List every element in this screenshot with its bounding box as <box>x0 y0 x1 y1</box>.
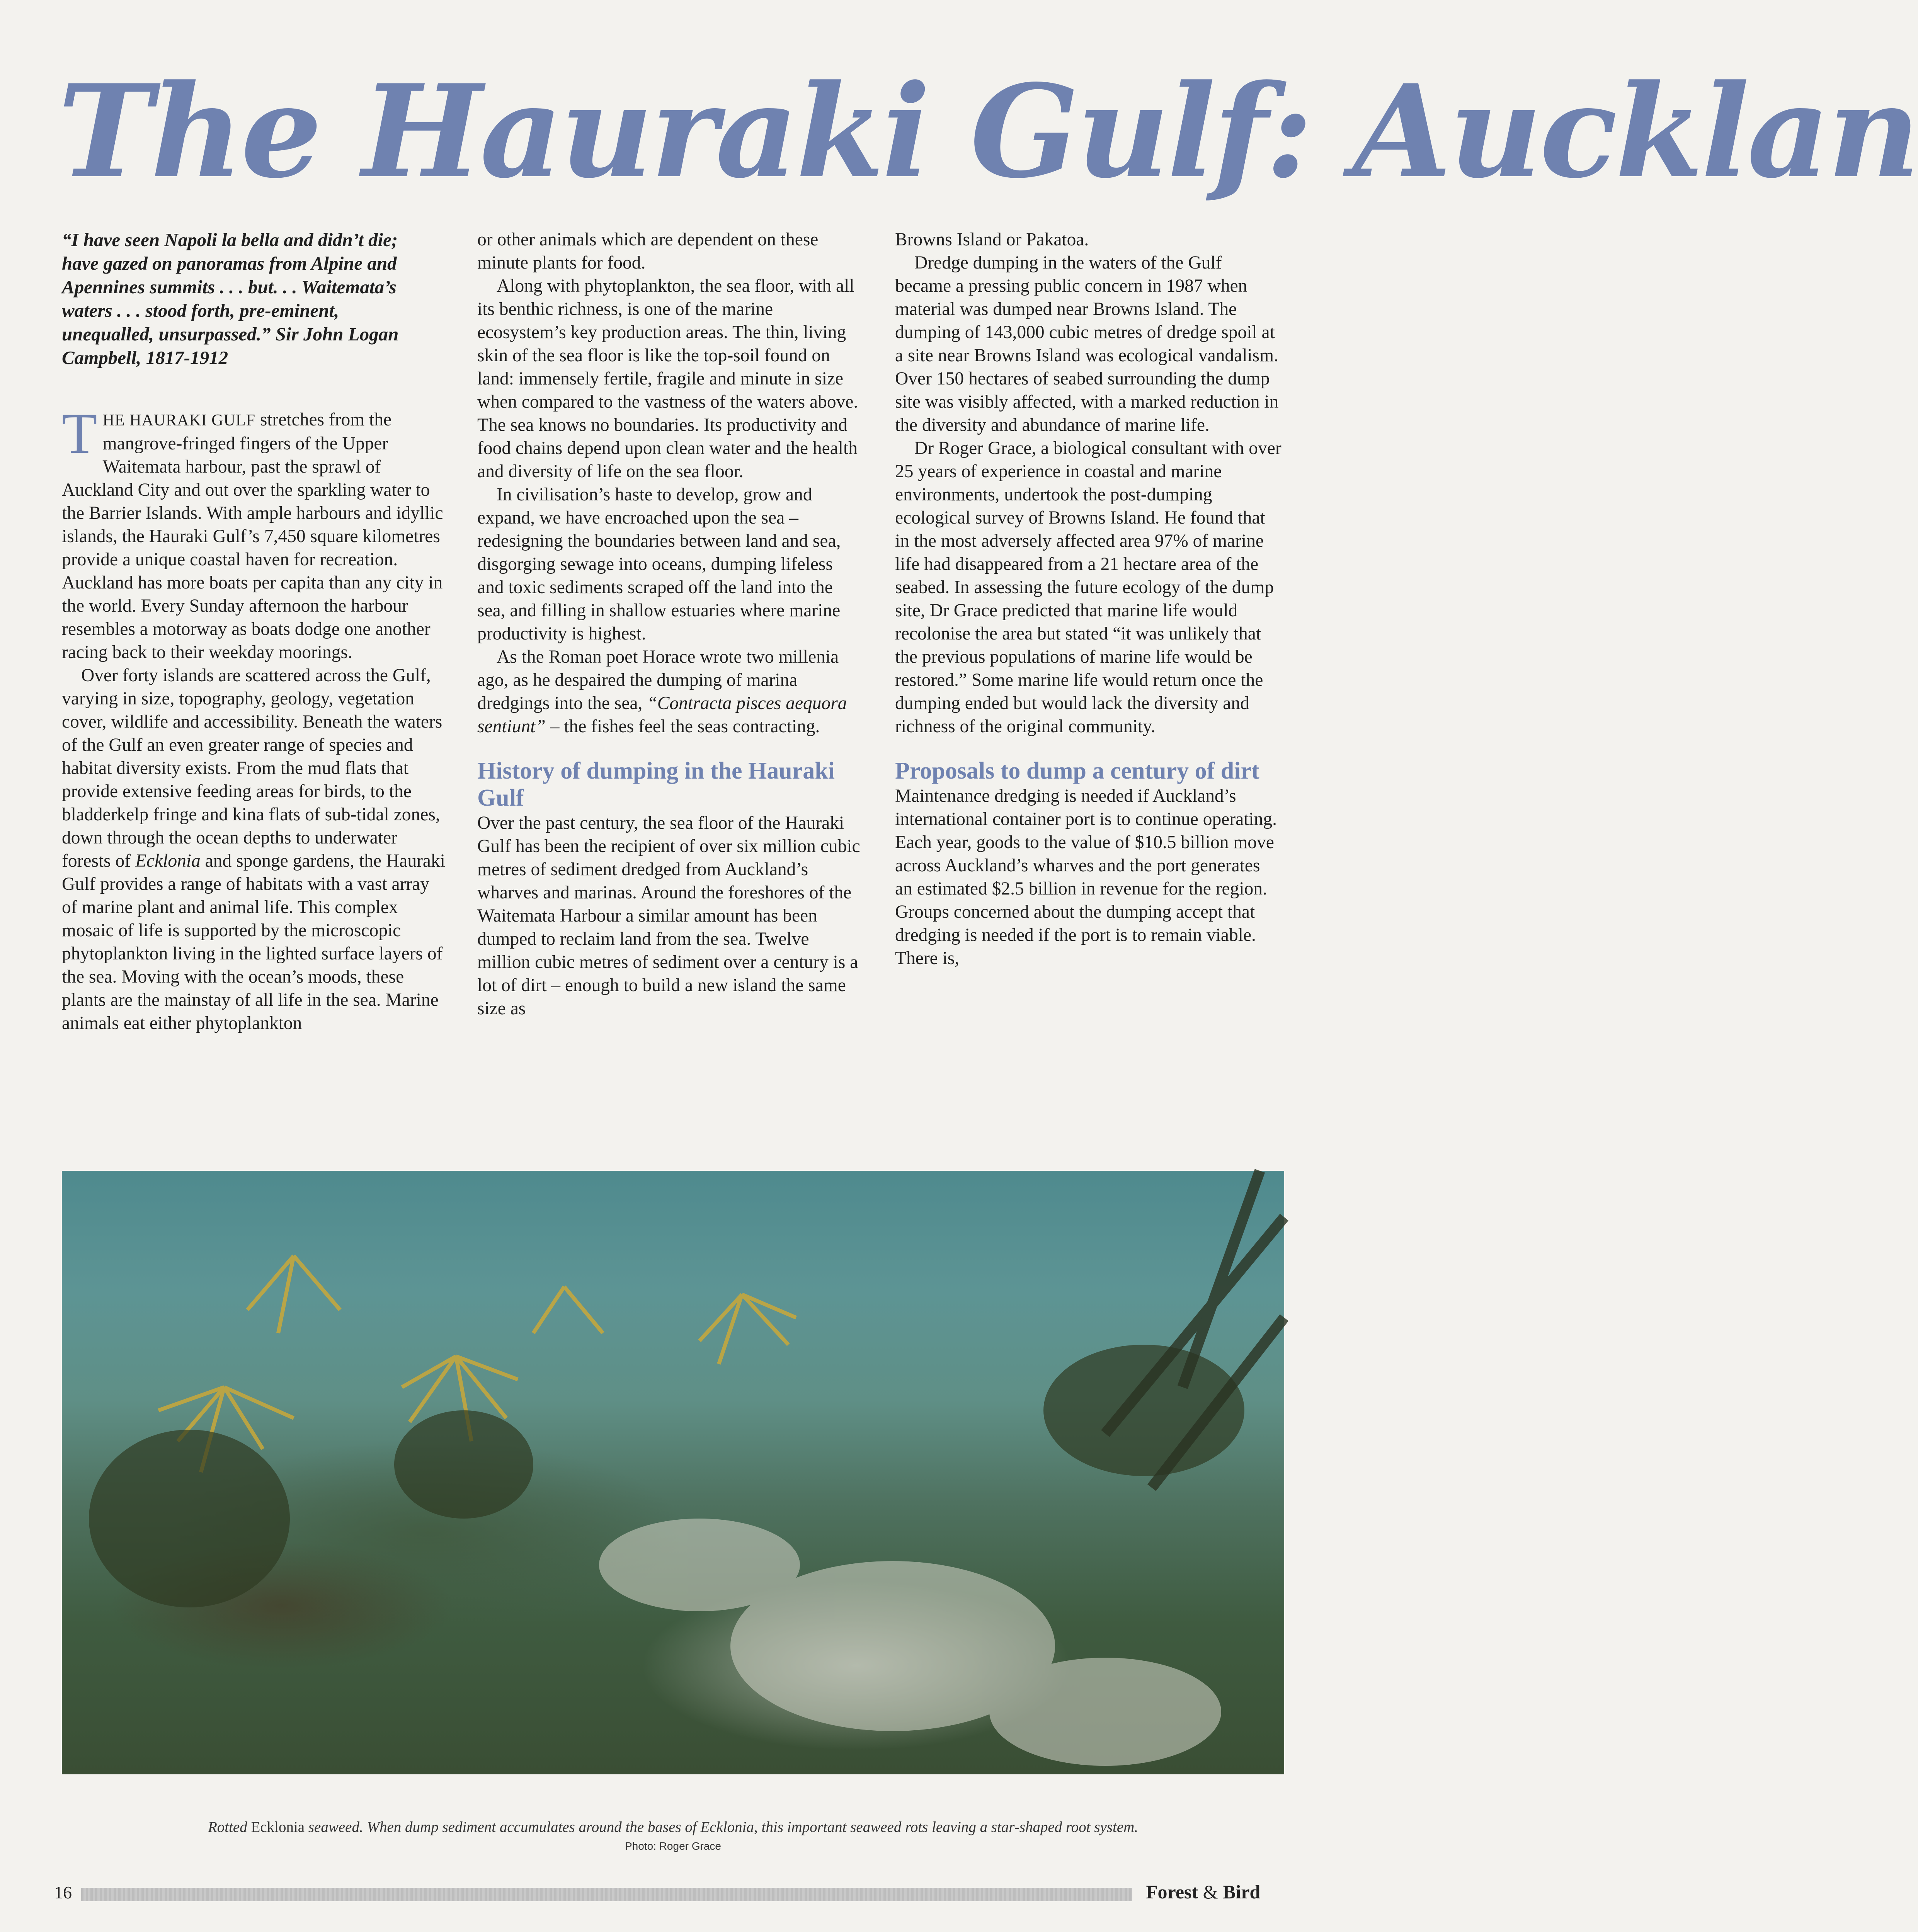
footer-rule <box>81 1888 1132 1901</box>
body-paragraph: Maintenance dredging is needed if Auckland’s international container port is to continue operating. Each year, goods to the value of $10.5 billion move across Auckland’s wharves and the port generates an estimated $2.5 billion in revenue for the region. Groups concerned about the dumping accept that dredging is needed if the port is to remain viable. There is, <box>895 786 1277 968</box>
drop-cap: T <box>62 401 97 466</box>
epigraph-quote: “I have seen Napoli la bella and didn’t die; have gazed on panoramas from Alpine and Apennines summits . . . but. . . Waitemata’s waters . . . stood forth, pre-eminent, unequalled, unsurpassed.” Sir John Logan Campbell, 1817-1912 <box>62 229 399 368</box>
body-text: – the fishes feel the seas contracting. <box>545 716 820 736</box>
intro-text: stretches from the mangrove-fringed fingers of the Upper Waitemata harbour, past the sprawl of Auckland City and out over the sparkling water to the Barrier Islands. With ample harbours and idyllic islands, the Hauraki Gulf’s 7,450 square kilometres provide a unique coastal haven for recreation. Auckland has more boats per capita than any city in the world. Every Sunday afternoon the harbour resembles a motorway as boats dodge one another racing back to their weekday moorings. <box>62 410 443 662</box>
column-1 <box>62 228 448 1035</box>
caption-text: Rotted <box>208 1819 251 1835</box>
body-paragraph: Browns Island or Pakatoa. <box>895 230 1089 250</box>
body-paragraph <box>62 664 448 1035</box>
magazine-name <box>1146 1880 1260 1903</box>
photo-caption <box>62 1818 1284 1837</box>
latin-quote: “Contracta pisces aequora sentiunt” <box>477 693 847 736</box>
body-paragraph <box>477 645 864 738</box>
body-text: Over forty islands are scattered across the Gulf, varying in size, topography, geology, vegetation cover, wildlife and accessibility. Beneath the waters of the Gulf an even greater range of species and habitat diversity exists. From the mud flats that provide extensive feeding areas for birds, to the bladderkelp fringe and kina flats of sub-tidal zones, down through the ocean depths to underwater forests of <box>62 665 442 871</box>
body-paragraph: Dredge dumping in the waters of the Gulf became a pressing public concern in 1987 when material was dumped near Browns Island. The dumping of 143,000 cubic metres of dredge spoil at a site near Browns Island was ecological vandalism. Over 150 hectares of seabed surrounding the dump site was visibly affected, with a marked reduction in the diversity and abundance of marine life. <box>895 253 1279 435</box>
body-paragraph: Along with phytoplankton, the sea floor, with all its benthic richness, is one of the marine ecosystem’s key production areas. The thin, living skin of the sea floor is like the top-soil found on land: immensely fertile, fragile and minute in size when compared to the vastness of the waters above. The sea knows no boundaries. Its productivity and food chains depend upon clean water and the health and diversity of life on the sea floor. <box>477 276 858 481</box>
species-name: Ecklonia <box>135 851 201 871</box>
brand-word: Forest <box>1146 1881 1198 1903</box>
intro-paragraph <box>62 401 448 664</box>
column-2 <box>477 228 864 1020</box>
page-number: 16 <box>54 1883 72 1902</box>
body-paragraph: or other animals which are dependent on these minute plants for food. <box>477 230 819 273</box>
seafloor-photo <box>62 1171 1284 1774</box>
column-3 <box>895 228 1282 970</box>
caption-species: Ecklonia <box>251 1819 305 1835</box>
intro-smallcaps: HE HAURAKI GULF <box>102 412 255 429</box>
caption-text: seaweed. When dump sediment accumulates around the bases of Ecklonia, this important seaweed rots leaving a star-shaped root system. <box>305 1819 1139 1835</box>
article-title: The Hauraki Gulf: Aucklan <box>58 56 1918 206</box>
photo-credit: Photo: Roger Grace <box>625 1840 722 1852</box>
body-paragraph: Over the past century, the sea floor of the Hauraki Gulf has been the recipient of over six million cubic metres of sediment dredged from Auckland’s wharves and marinas. Around the foreshores of the Waitemata Harbour a similar amount has been dumped to reclaim land from the sea. Twelve million cubic metres of sediment over a century is a lot of dirt – enough to build a new island the same size as <box>477 813 860 1019</box>
body-paragraph: In civilisation’s haste to develop, grow and expand, we have encroached upon the sea – redesigning the boundaries between land and sea, disgorging sewage into oceans, dumping lifeless and toxic sediments scraped off the land into the sea, and filling in shallow estuaries where marine productivity is highest. <box>477 485 841 644</box>
brand-ampersand: & <box>1203 1881 1218 1903</box>
body-text: As the Roman poet Horace wrote two millenia ago, as he despaired the dumping of marina dredgings into the sea, <box>477 647 839 713</box>
rotted-ecklonia-illustration <box>62 1171 1284 1774</box>
section-heading: History of dumping in the Hauraki Gulf <box>477 758 835 811</box>
section-heading: Proposals to dump a century of dirt <box>895 758 1259 784</box>
body-text: and sponge gardens, the Hauraki Gulf provides a range of habitats with a vast array of marine plant and animal life. This complex mosaic of life is supported by the microscopic phytoplankton living in the lighted surface layers of the sea. Moving with the ocean’s moods, these plants are the mainstay of all life in the sea. Marine animals eat either phytoplankton <box>62 851 445 1033</box>
body-paragraph: Dr Roger Grace, a biological consultant with over 25 years of experience in coastal and marine environments, undertook the post-dumping ecological survey of Browns Island. He found that in the most adversely affected area 97% of marine life had disappeared from a 21 hectare area of the seabed. In assessing the future ecology of the dump site, Dr Grace predicted that marine life would recolonise the area but stated “it was unlikely that the previous populations of marine life would be restored.” Some marine life would return once the dumping ended but would lack the diversity and richness of the original community. <box>895 438 1282 736</box>
brand-word: Bird <box>1223 1881 1261 1903</box>
